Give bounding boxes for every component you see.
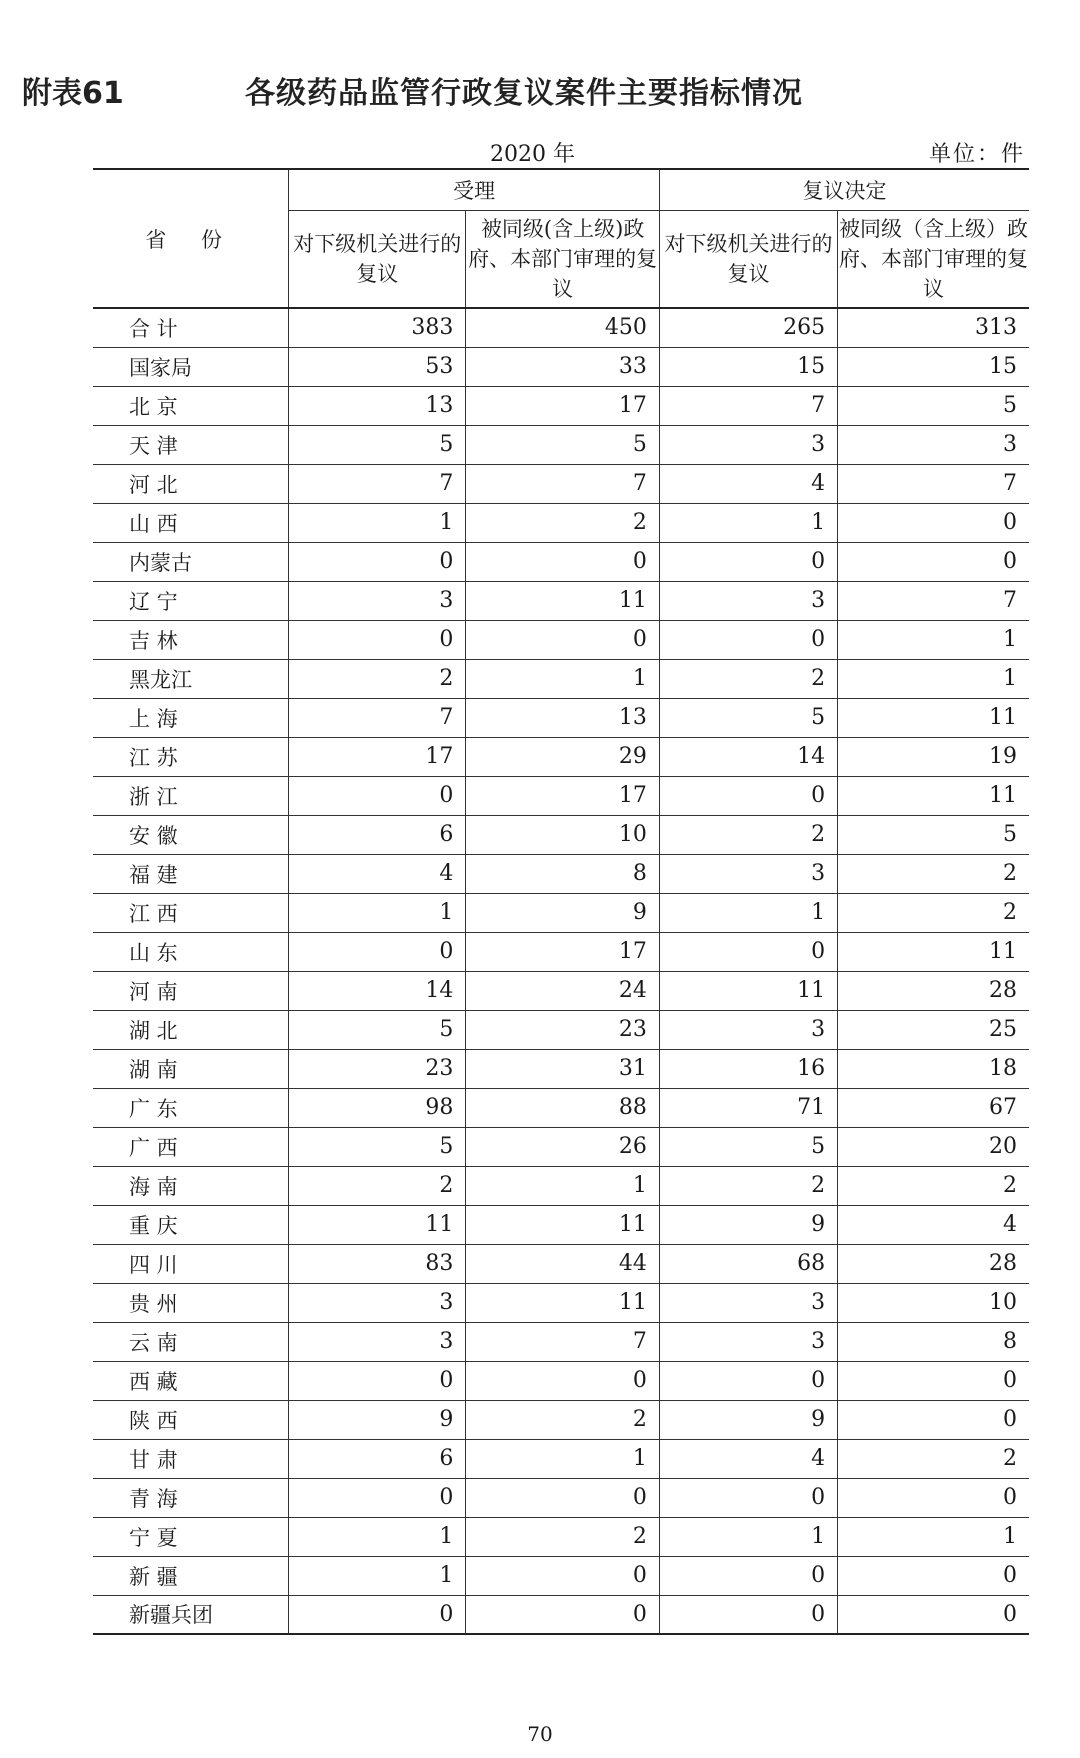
cell-value: 5 xyxy=(659,1127,837,1166)
province-name: 河 南 xyxy=(93,971,289,1010)
cell-value: 0 xyxy=(838,1556,1029,1595)
column-header-1: 对下级机关进行的复议 xyxy=(289,211,466,309)
table-row xyxy=(93,1127,1029,1166)
cell-value: 67 xyxy=(838,1088,1029,1127)
table-number: 附表61 xyxy=(22,76,124,111)
cell-value: 3 xyxy=(659,1010,837,1049)
cell-value: 18 xyxy=(838,1049,1029,1088)
cell-value: 17 xyxy=(466,932,660,971)
table-row xyxy=(93,1322,1029,1361)
cell-value: 450 xyxy=(466,308,660,347)
cell-value: 3 xyxy=(659,581,837,620)
table-row xyxy=(93,1049,1029,1088)
province-name: 宁 夏 xyxy=(93,1517,289,1556)
cell-value: 6 xyxy=(289,815,466,854)
cell-value: 7 xyxy=(838,581,1029,620)
cell-value: 0 xyxy=(838,1595,1029,1634)
cell-value: 0 xyxy=(659,620,837,659)
cell-value: 15 xyxy=(838,347,1029,386)
cell-value: 4 xyxy=(289,854,466,893)
cell-value: 28 xyxy=(838,1244,1029,1283)
cell-value: 26 xyxy=(466,1127,660,1166)
cell-value: 2 xyxy=(838,1439,1029,1478)
cell-value: 9 xyxy=(466,893,660,932)
cell-value: 2 xyxy=(289,1166,466,1205)
table-row xyxy=(93,776,1029,815)
cell-value: 0 xyxy=(659,542,837,581)
cell-value: 0 xyxy=(659,1556,837,1595)
province-name: 甘 肃 xyxy=(93,1439,289,1478)
cell-value: 25 xyxy=(838,1010,1029,1049)
column-header-4: 被同级（含上级）政府、本部门审理的复议 xyxy=(838,211,1029,309)
cell-value: 0 xyxy=(838,542,1029,581)
cell-value: 7 xyxy=(289,464,466,503)
cell-value: 1 xyxy=(466,659,660,698)
cell-value: 1 xyxy=(289,1556,466,1595)
province-name: 新疆兵团 xyxy=(93,1595,289,1634)
cell-value: 15 xyxy=(659,347,837,386)
cell-value: 1 xyxy=(838,659,1029,698)
cell-value: 33 xyxy=(466,347,660,386)
cell-value: 14 xyxy=(659,737,837,776)
table-row xyxy=(93,503,1029,542)
cell-value: 0 xyxy=(838,1361,1029,1400)
cell-value: 0 xyxy=(289,776,466,815)
cell-value: 3 xyxy=(659,425,837,464)
cell-value: 1 xyxy=(659,893,837,932)
cell-value: 29 xyxy=(466,737,660,776)
province-name: 湖 北 xyxy=(93,1010,289,1049)
cell-value: 16 xyxy=(659,1049,837,1088)
province-header: 省 份 xyxy=(93,169,289,308)
cell-value: 3 xyxy=(289,1322,466,1361)
table-row xyxy=(93,1556,1029,1595)
cell-value: 11 xyxy=(466,1205,660,1244)
group-header-decision: 复议决定 xyxy=(659,169,1029,211)
cell-value: 2 xyxy=(838,854,1029,893)
group-header-accepted: 受理 xyxy=(289,169,660,211)
province-name: 广 西 xyxy=(93,1127,289,1166)
table-row xyxy=(93,1361,1029,1400)
cell-value: 3 xyxy=(659,854,837,893)
cell-value: 3 xyxy=(289,1283,466,1322)
cell-value: 0 xyxy=(466,620,660,659)
table-row xyxy=(93,971,1029,1010)
cell-value: 2 xyxy=(838,1166,1029,1205)
province-name: 北 京 xyxy=(93,386,289,425)
cell-value: 8 xyxy=(466,854,660,893)
column-header-3: 对下级机关进行的复议 xyxy=(659,211,837,309)
cell-value: 24 xyxy=(466,971,660,1010)
page-number: 70 xyxy=(527,1722,553,1746)
cell-value: 1 xyxy=(659,1517,837,1556)
table-row xyxy=(93,815,1029,854)
cell-value: 1 xyxy=(466,1439,660,1478)
cell-value: 11 xyxy=(659,971,837,1010)
table-row xyxy=(93,1244,1029,1283)
province-name: 青 海 xyxy=(93,1478,289,1517)
page-title: 各级药品监管行政复议案件主要指标情况 xyxy=(245,76,803,111)
cell-value: 5 xyxy=(659,698,837,737)
cell-value: 98 xyxy=(289,1088,466,1127)
cell-value: 0 xyxy=(466,542,660,581)
cell-value: 0 xyxy=(466,1361,660,1400)
province-name: 上 海 xyxy=(93,698,289,737)
cell-value: 17 xyxy=(289,737,466,776)
cell-value: 0 xyxy=(289,542,466,581)
cell-value: 7 xyxy=(289,698,466,737)
province-name: 湖 南 xyxy=(93,1049,289,1088)
cell-value: 14 xyxy=(289,971,466,1010)
province-name: 新 疆 xyxy=(93,1556,289,1595)
table-row xyxy=(93,542,1029,581)
cell-value: 7 xyxy=(838,464,1029,503)
province-name: 内蒙古 xyxy=(93,542,289,581)
cell-value: 5 xyxy=(838,386,1029,425)
cell-value: 5 xyxy=(289,1010,466,1049)
province-name: 河 北 xyxy=(93,464,289,503)
cell-value: 17 xyxy=(466,386,660,425)
cell-value: 383 xyxy=(289,308,466,347)
province-name: 国家局 xyxy=(93,347,289,386)
cell-value: 0 xyxy=(466,1478,660,1517)
table-row xyxy=(93,1283,1029,1322)
province-name: 吉 林 xyxy=(93,620,289,659)
cell-value: 3 xyxy=(659,1283,837,1322)
table-row xyxy=(93,464,1029,503)
province-name: 广 东 xyxy=(93,1088,289,1127)
table-row xyxy=(93,347,1029,386)
cell-value: 17 xyxy=(466,776,660,815)
cell-value: 31 xyxy=(466,1049,660,1088)
cell-value: 0 xyxy=(289,1361,466,1400)
table-row xyxy=(93,737,1029,776)
cell-value: 0 xyxy=(659,1595,837,1634)
table-row xyxy=(93,425,1029,464)
data-table xyxy=(93,168,1029,1635)
cell-value: 4 xyxy=(659,1439,837,1478)
table-row xyxy=(93,1478,1029,1517)
cell-value: 1 xyxy=(466,1166,660,1205)
cell-value: 28 xyxy=(838,971,1029,1010)
cell-value: 0 xyxy=(659,1361,837,1400)
province-name: 山 西 xyxy=(93,503,289,542)
table-body xyxy=(93,308,1029,1634)
province-name: 四 川 xyxy=(93,1244,289,1283)
cell-value: 7 xyxy=(466,1322,660,1361)
cell-value: 11 xyxy=(838,932,1029,971)
cell-value: 5 xyxy=(466,425,660,464)
column-header-2: 被同级(含上级)政府、本部门审理的复议 xyxy=(466,211,660,309)
cell-value: 20 xyxy=(838,1127,1029,1166)
cell-value: 11 xyxy=(466,1283,660,1322)
province-name: 海 南 xyxy=(93,1166,289,1205)
cell-value: 8 xyxy=(838,1322,1029,1361)
cell-value: 1 xyxy=(289,893,466,932)
unit-label: 单位：件 xyxy=(928,142,1025,167)
province-name: 重 庆 xyxy=(93,1205,289,1244)
table-row xyxy=(93,1010,1029,1049)
cell-value: 11 xyxy=(838,776,1029,815)
cell-value: 0 xyxy=(289,1478,466,1517)
cell-value: 5 xyxy=(289,1127,466,1166)
cell-value: 5 xyxy=(289,425,466,464)
province-name: 合 计 xyxy=(93,308,289,347)
province-name: 辽 宁 xyxy=(93,581,289,620)
title-row xyxy=(0,68,1080,120)
cell-value: 83 xyxy=(289,1244,466,1283)
cell-value: 0 xyxy=(659,1478,837,1517)
cell-value: 11 xyxy=(289,1205,466,1244)
cell-value: 3 xyxy=(289,581,466,620)
cell-value: 0 xyxy=(466,1556,660,1595)
province-name: 安 徽 xyxy=(93,815,289,854)
cell-value: 2 xyxy=(289,659,466,698)
cell-value: 9 xyxy=(659,1400,837,1439)
table-row xyxy=(93,386,1029,425)
cell-value: 53 xyxy=(289,347,466,386)
table-row xyxy=(93,698,1029,737)
cell-value: 71 xyxy=(659,1088,837,1127)
cell-value: 1 xyxy=(289,503,466,542)
cell-value: 1 xyxy=(838,1517,1029,1556)
cell-value: 0 xyxy=(466,1595,660,1634)
table-row xyxy=(93,1439,1029,1478)
province-name: 江 苏 xyxy=(93,737,289,776)
cell-value: 3 xyxy=(838,425,1029,464)
cell-value: 2 xyxy=(659,1166,837,1205)
province-name: 江 西 xyxy=(93,893,289,932)
cell-value: 0 xyxy=(838,1400,1029,1439)
table-row xyxy=(93,1595,1029,1634)
province-name: 云 南 xyxy=(93,1322,289,1361)
table-row xyxy=(93,1166,1029,1205)
cell-value: 10 xyxy=(838,1283,1029,1322)
cell-value: 68 xyxy=(659,1244,837,1283)
cell-value: 0 xyxy=(838,1478,1029,1517)
cell-value: 2 xyxy=(659,659,837,698)
cell-value: 9 xyxy=(289,1400,466,1439)
province-name: 福 建 xyxy=(93,854,289,893)
table-row xyxy=(93,854,1029,893)
table-row xyxy=(93,308,1029,347)
cell-value: 10 xyxy=(466,815,660,854)
year-label: 2020 年 xyxy=(490,142,575,167)
cell-value: 13 xyxy=(466,698,660,737)
province-name: 黑龙江 xyxy=(93,659,289,698)
province-name: 西 藏 xyxy=(93,1361,289,1400)
cell-value: 9 xyxy=(659,1205,837,1244)
cell-value: 4 xyxy=(659,464,837,503)
cell-value: 2 xyxy=(466,503,660,542)
table-row xyxy=(93,1517,1029,1556)
cell-value: 19 xyxy=(838,737,1029,776)
province-name: 山 东 xyxy=(93,932,289,971)
table-row xyxy=(93,893,1029,932)
cell-value: 0 xyxy=(289,620,466,659)
province-name: 天 津 xyxy=(93,425,289,464)
cell-value: 3 xyxy=(659,1322,837,1361)
cell-value: 23 xyxy=(289,1049,466,1088)
cell-value: 2 xyxy=(466,1517,660,1556)
cell-value: 0 xyxy=(838,503,1029,542)
table-row xyxy=(93,1400,1029,1439)
cell-value: 2 xyxy=(838,893,1029,932)
cell-value: 1 xyxy=(659,503,837,542)
table-row xyxy=(93,620,1029,659)
province-name: 陕 西 xyxy=(93,1400,289,1439)
cell-value: 2 xyxy=(659,815,837,854)
cell-value: 88 xyxy=(466,1088,660,1127)
province-name: 贵 州 xyxy=(93,1283,289,1322)
cell-value: 6 xyxy=(289,1439,466,1478)
table-row xyxy=(93,659,1029,698)
cell-value: 11 xyxy=(466,581,660,620)
table-row xyxy=(93,1088,1029,1127)
cell-value: 313 xyxy=(838,308,1029,347)
cell-value: 1 xyxy=(838,620,1029,659)
table-row xyxy=(93,581,1029,620)
cell-value: 0 xyxy=(659,776,837,815)
cell-value: 0 xyxy=(659,932,837,971)
cell-value: 44 xyxy=(466,1244,660,1283)
cell-value: 0 xyxy=(289,1595,466,1634)
cell-value: 265 xyxy=(659,308,837,347)
cell-value: 1 xyxy=(289,1517,466,1556)
cell-value: 7 xyxy=(659,386,837,425)
cell-value: 13 xyxy=(289,386,466,425)
cell-value: 5 xyxy=(838,815,1029,854)
cell-value: 7 xyxy=(466,464,660,503)
cell-value: 11 xyxy=(838,698,1029,737)
cell-value: 23 xyxy=(466,1010,660,1049)
cell-value: 4 xyxy=(838,1205,1029,1244)
table-row xyxy=(93,932,1029,971)
table-row xyxy=(93,1205,1029,1244)
province-name: 浙 江 xyxy=(93,776,289,815)
cell-value: 2 xyxy=(466,1400,660,1439)
cell-value: 0 xyxy=(289,932,466,971)
